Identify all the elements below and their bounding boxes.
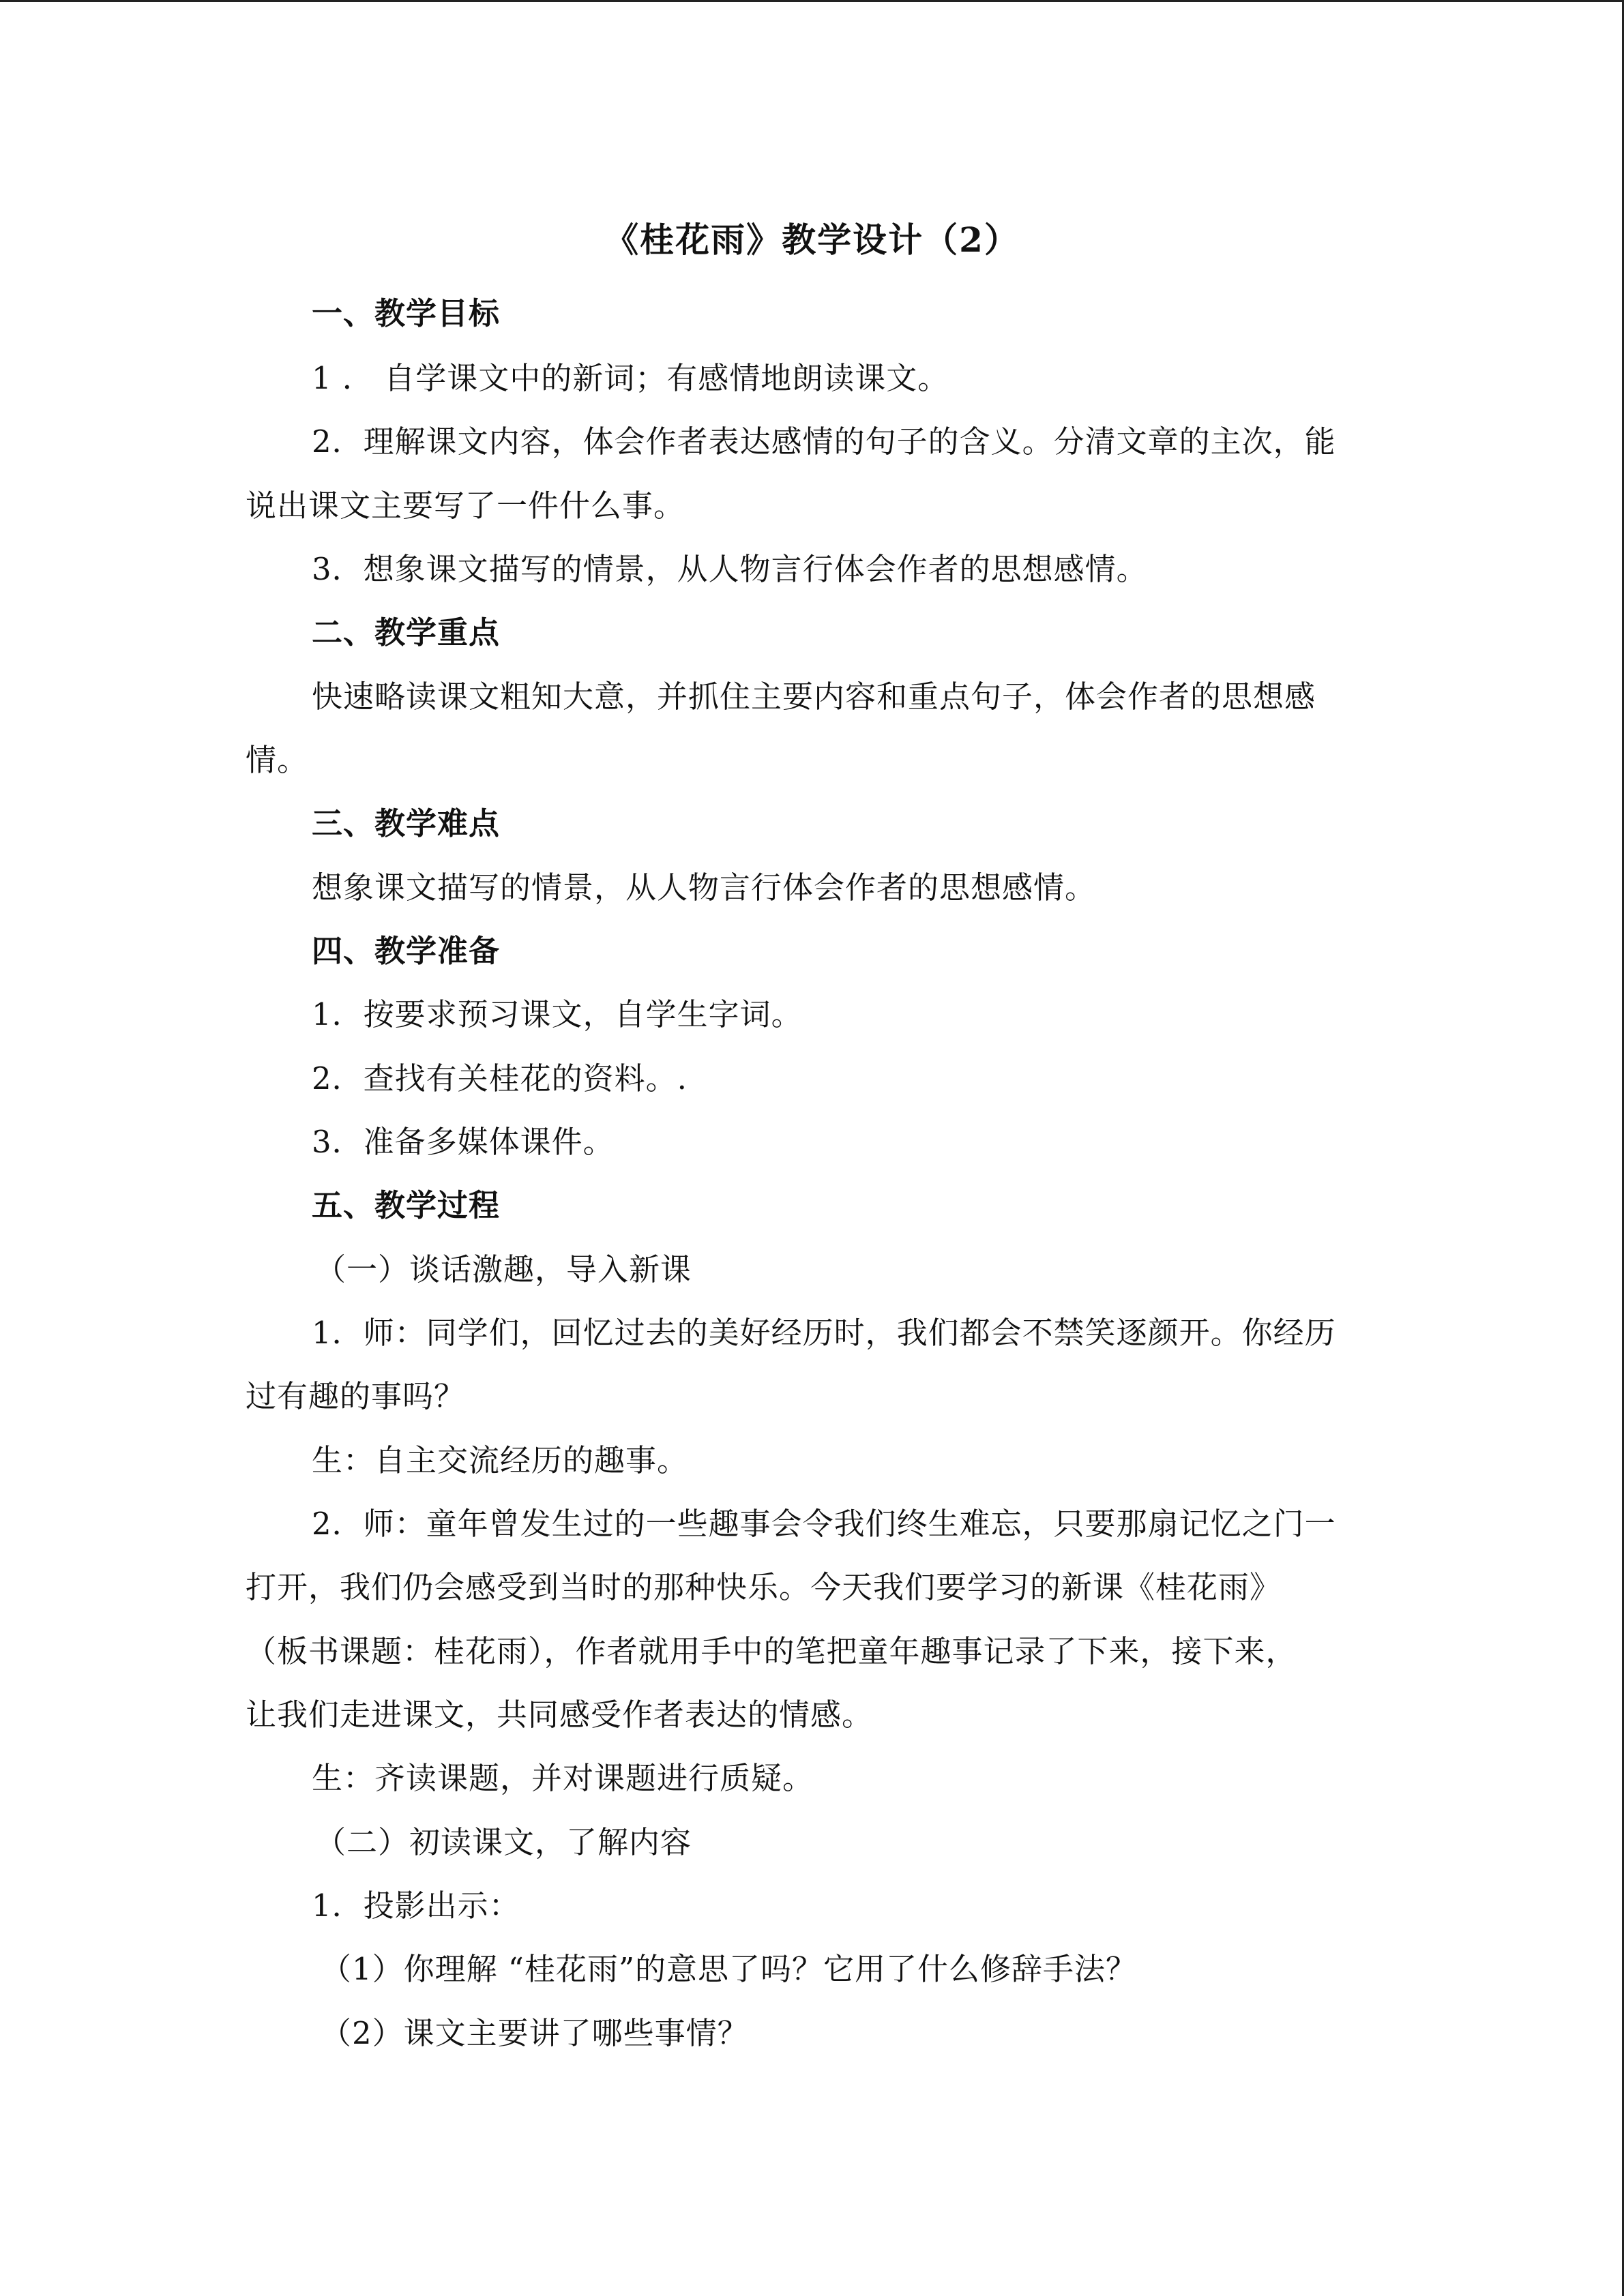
- student-response-1: 生：自主交流经历的趣事。: [312, 1442, 689, 1478]
- process-paragraph-1-continued: 过有趣的事吗？: [246, 1378, 466, 1414]
- preparation-2: 2．查找有关桂花的资料。.: [312, 1060, 688, 1097]
- section-heading-preparation: 四、教学准备: [312, 933, 501, 969]
- process-paragraph-2-line-2: 打开，我们仍会感受到当时的那种快乐。今天我们要学习的新课《桂花雨》: [246, 1569, 1282, 1605]
- student-response-2: 生：齐读课题，并对课题进行质疑。: [312, 1760, 814, 1796]
- process-paragraph-2-line-3: （板书课题：桂花雨），作者就用手中的笔把童年趣事记录了下来，接下来，: [246, 1633, 1297, 1669]
- process-paragraph-1: 1．师：同学们，回忆过去的美好经历时，我们都会不禁笑逐颜开。你经历: [312, 1315, 1336, 1351]
- preparation-1: 1．按要求预习课文，自学生字词。: [312, 996, 803, 1032]
- objective-3: 3．想象课文描写的情景，从人物言行体会作者的思想感情。: [312, 551, 1148, 587]
- question-1: （1）你理解 “桂花雨”的意思了吗？它用了什么修辞手法？: [321, 1951, 1137, 1987]
- section-heading-key-points: 二、教学重点: [312, 614, 501, 651]
- key-points-text: 快速略读课文粗知大意，并抓住主要内容和重点句子，体会作者的思想感: [312, 679, 1316, 715]
- page-title: 《桂花雨》教学设计（2）: [604, 220, 1020, 260]
- section-heading-objectives: 一、教学目标: [312, 295, 501, 331]
- process-step-2-heading: （二）初读课文，了解内容: [315, 1824, 692, 1860]
- section-heading-difficulties: 三、教学难点: [312, 805, 501, 841]
- process-step-1-heading: （一）谈话激趣，导入新课: [315, 1251, 692, 1287]
- section-heading-process: 五、教学过程: [312, 1187, 501, 1223]
- projection-label: 1．投影出示：: [312, 1888, 520, 1924]
- process-paragraph-2-line-4: 让我们走进课文，共同感受作者表达的情感。: [246, 1697, 874, 1733]
- process-paragraph-2: 2．师：童年曾发生过的一些趣事会令我们终生难忘，只要那扇记忆之门一: [312, 1506, 1336, 1542]
- objective-2-continued: 说出课文主要写了一件什么事。: [246, 488, 685, 524]
- preparation-3: 3．准备多媒体课件。: [312, 1124, 615, 1160]
- key-points-text-continued: 情。: [246, 742, 309, 778]
- question-2: （2）课文主要讲了哪些事情？: [321, 2015, 749, 2051]
- objective-2: 2．理解课文内容，体会作者表达感情的句子的含义。分清文章的主次，能: [312, 423, 1336, 460]
- difficulties-text: 想象课文描写的情景，从人物言行体会作者的思想感情。: [312, 869, 1097, 906]
- objective-1: 1 ． 自学课文中的新词；有感情地朗读课文。: [312, 360, 949, 396]
